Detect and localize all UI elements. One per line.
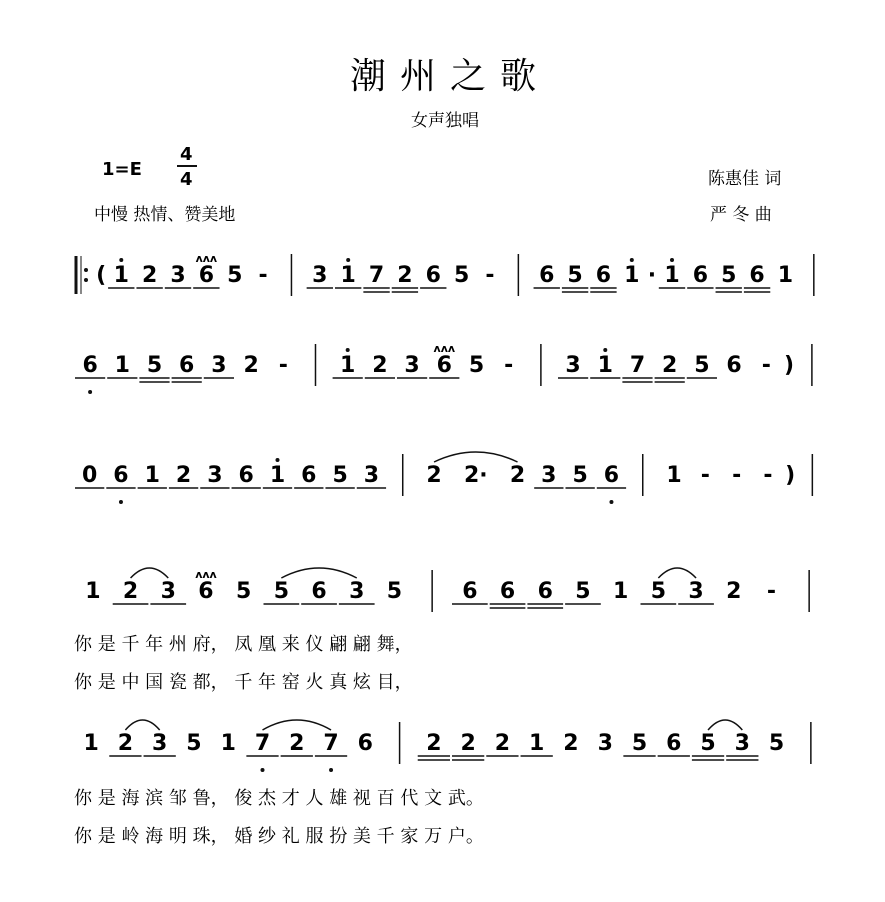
note: 3 <box>734 731 750 756</box>
note: 2 <box>243 353 259 378</box>
dash-extension: - <box>485 263 495 288</box>
note: 6 <box>425 263 441 288</box>
high-octave-dot <box>119 258 123 262</box>
note: 6 <box>179 353 195 378</box>
song-title: 潮州之歌 <box>349 56 551 97</box>
note: 5 <box>273 579 290 604</box>
note: 5 <box>700 731 716 756</box>
note: 3 <box>404 353 420 378</box>
note: 1 <box>220 731 236 756</box>
note: 3 <box>597 731 613 756</box>
note: 2 <box>175 463 192 488</box>
low-octave-dot <box>329 768 333 772</box>
note: 3 <box>207 463 223 488</box>
note: 1 <box>114 353 130 378</box>
note: 1 <box>612 579 629 604</box>
note: 6 <box>603 463 620 488</box>
repeat-dot <box>84 278 88 282</box>
time-signature-top: 4 <box>180 144 193 165</box>
note: ) <box>784 353 795 378</box>
dash-extension: - <box>700 463 710 488</box>
note: 1 <box>529 731 545 756</box>
dash-extension: - <box>258 263 268 288</box>
note: 5 <box>235 579 252 604</box>
note: 6 <box>238 463 254 488</box>
note: 5 <box>768 731 785 756</box>
note: 2 <box>426 731 442 756</box>
note: 3 <box>541 463 557 488</box>
high-octave-dot <box>603 348 607 352</box>
note: 5 <box>227 263 243 288</box>
lyric-line: 你 是 岭 海 明 珠， 婚 纱 礼 服 扮 美 千 家 万 户。 <box>74 826 484 847</box>
note: ) <box>785 463 796 488</box>
note: 1 <box>597 353 613 378</box>
note: 3 <box>363 463 380 488</box>
slur <box>125 720 159 730</box>
high-octave-dot <box>346 348 350 352</box>
note: 2 <box>289 731 305 756</box>
note: 5 <box>453 263 470 288</box>
note: 7 <box>323 731 339 756</box>
note: 2 <box>141 263 158 288</box>
note: 2 <box>122 579 139 604</box>
note: 6 <box>198 263 215 288</box>
note: 0 <box>81 463 98 488</box>
lyric-line: 你 是 千 年 州 府， 凤 凰 来 仪 翩 翩 舞， <box>74 634 413 655</box>
note: 3 <box>211 353 227 378</box>
high-octave-dot <box>276 458 280 462</box>
low-octave-dot <box>88 390 92 394</box>
lyric-line: 你 是 海 滨 邹 鲁， 俊 杰 才 人 雄 视 百 代 文 武。 <box>74 788 484 809</box>
note: 6 <box>726 353 742 378</box>
note: 5 <box>631 731 648 756</box>
note: 2 <box>426 463 442 488</box>
note: 6 <box>666 731 682 756</box>
lyricist-credit: 陈惠佳 词 <box>708 169 782 189</box>
note: 5 <box>721 263 737 288</box>
trill-ornament: ᴧᴧᴧ <box>433 342 456 355</box>
note: 6 <box>499 579 516 604</box>
note: 5 <box>694 353 710 378</box>
note: 5 <box>575 579 591 604</box>
note: 3 <box>688 579 704 604</box>
high-octave-dot <box>346 258 350 262</box>
note: 7 <box>629 353 646 378</box>
slur <box>658 568 696 578</box>
note: 5 <box>386 579 403 604</box>
note: 6 <box>749 263 765 288</box>
note: 6 <box>692 263 709 288</box>
note: 5 <box>146 353 163 378</box>
dash-extension: - <box>504 353 514 378</box>
note: · <box>647 263 657 288</box>
low-octave-dot <box>261 768 265 772</box>
note: 2 <box>726 579 742 604</box>
note: 5 <box>567 263 583 288</box>
performance-type: 女声独唱 <box>411 111 479 131</box>
note: 5 <box>650 579 667 604</box>
note: ( <box>96 263 107 288</box>
note: 2 <box>494 731 511 756</box>
trill-ornament: ᴧᴧᴧ <box>195 252 218 265</box>
note: 2 <box>460 731 476 756</box>
note: 3 <box>170 263 186 288</box>
key-signature: 1=E <box>102 159 142 180</box>
composer-credit: 严 冬 曲 <box>710 205 772 225</box>
tempo-marking: 中慢 热情、赞美地 <box>94 205 236 225</box>
low-octave-dot <box>119 500 123 504</box>
note: 5 <box>468 353 485 378</box>
trill-ornament: ᴧᴧᴧ <box>195 568 217 581</box>
low-octave-dot <box>609 500 613 504</box>
slur <box>281 568 356 578</box>
note: 1 <box>340 263 356 288</box>
note: 6 <box>537 579 553 604</box>
slur <box>708 720 742 730</box>
note: 6 <box>311 579 327 604</box>
dash-extension: - <box>766 579 777 604</box>
note: 2 <box>662 353 678 378</box>
note: 1 <box>85 579 101 604</box>
lyric-line: 你 是 中 国 瓷 都， 千 年 窑 火 真 炫 目， <box>74 672 413 693</box>
note: 2 <box>117 731 134 756</box>
notation-body <box>74 252 814 847</box>
slur <box>263 720 332 730</box>
slur <box>434 452 517 462</box>
note: 6 <box>113 463 129 488</box>
note: 1 <box>144 463 160 488</box>
repeat-dot <box>84 268 88 272</box>
note: 1 <box>83 731 99 756</box>
note: 6 <box>462 579 478 604</box>
note: 1 <box>777 263 794 288</box>
note: 1 <box>664 263 680 288</box>
note: 5 <box>186 731 202 756</box>
note: 1 <box>340 353 356 378</box>
note: 3 <box>160 579 176 604</box>
note: 2 <box>563 731 579 756</box>
note: 7 <box>254 731 271 756</box>
note: 5 <box>572 463 588 488</box>
note: 1 <box>113 263 129 288</box>
note: 6 <box>82 353 98 378</box>
note: 2 <box>397 263 413 288</box>
note: 2· <box>463 463 488 488</box>
note: 6 <box>539 263 555 288</box>
slur <box>131 568 169 578</box>
dash-extension: - <box>278 353 288 378</box>
note: 3 <box>152 731 168 756</box>
note: 2 <box>372 353 388 378</box>
time-signature-bottom: 4 <box>180 169 193 190</box>
dash-extension: - <box>763 463 773 488</box>
note: 5 <box>332 463 348 488</box>
dash-extension: - <box>732 463 742 488</box>
note: 1 <box>666 463 682 488</box>
note: 1 <box>269 463 286 488</box>
note: 6 <box>198 579 214 604</box>
note: 7 <box>368 263 385 288</box>
note: 6 <box>436 353 452 378</box>
note: 6 <box>595 263 612 288</box>
note: 6 <box>301 463 317 488</box>
dash-extension: - <box>761 353 771 378</box>
high-octave-dot <box>630 258 634 262</box>
note: 3 <box>349 579 365 604</box>
note: 3 <box>312 263 328 288</box>
note: 6 <box>357 731 373 756</box>
note: 1 <box>624 263 640 288</box>
note: 2 <box>509 463 526 488</box>
high-octave-dot <box>670 258 674 262</box>
note: 3 <box>565 353 581 378</box>
